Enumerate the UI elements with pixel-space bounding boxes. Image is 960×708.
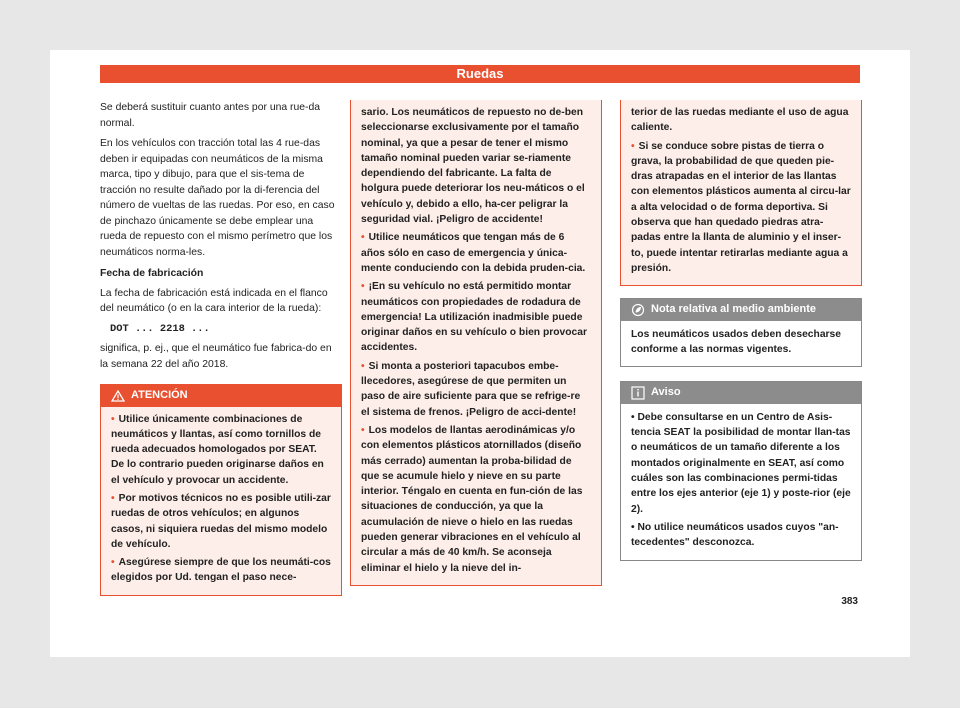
aviso-title: Aviso — [651, 386, 681, 399]
environment-note — [620, 298, 862, 367]
warning-icon — [111, 390, 125, 402]
paragraph: significa, p. ej., que el neumático fue fabrica-do en la semana 22 del año 2018. — [100, 343, 332, 370]
paragraph: Los neumáticos usados deben desecharse conforme a las normas vigentes. — [631, 328, 842, 356]
aviso-header — [621, 382, 861, 404]
list-item: • Utilice únicamente combinaciones de neumáticos y llantas, así como tornillos de rueda adecuados homologados por SEAT. De lo contrario pueden originarse daños en el vehículo y provocar un accidente. — [111, 413, 324, 486]
list-item: • Debe consultarse en un Centro de Asis-tencia SEAT la posibilidad de montar llan-tas o neumáticos de un tamaño diferente a los montados originalmente en SEAT, así como cuáles son las combinaciones permi-tidas entre los ejes anterior (eje 1) y poste-rior (eje 2). — [631, 411, 851, 515]
info-icon — [631, 386, 645, 400]
column-3 — [620, 100, 862, 561]
paragraph: sario. Los neumáticos de repuesto no de-ben seleccionarse exclusivamente por el tamaño nominal, ya que a pesar de tener el mismo tamaño nominal pueden variar se-riamente dependiendo del fabricante. La falta de holgura puede deteriorar los neu-máticos o el vehículo y, debido a ello, ha-cer peligrar la seguridad vial. ¡Peligro de accidente! — [361, 107, 585, 226]
column-2 — [350, 100, 602, 586]
paragraph: La fecha de fabricación está indicada en el flanco del neumático (o en la cara interior de la rueda): — [100, 287, 328, 314]
subheading: Fecha de fabricación — [100, 268, 204, 279]
list-item: • Asegúrese siempre de que los neumáti-cos elegidos por Ud. tengan el paso nece- — [111, 557, 331, 584]
section-header: Ruedas — [100, 65, 860, 83]
list-item: • Por motivos técnicos no es posible utili-zar ruedas de otros vehículos; en algunos casos, ni siquiera ruedas del mismo modelo de vehículo. — [111, 492, 331, 550]
aviso-body — [621, 404, 861, 560]
list-item: • Si se conduce sobre pistas de tierra o grava, la probabilidad de que queden pie-dras atrapadas en el interior de las llantas con elementos plásticos aumenta al circu-lar a alta velocidad o de forma deportiva. Si observa que han quedado piedras atra-padas entre la llanta de aluminio y el inser-to, puede intentar retirarlas mediante agua a presión. — [631, 140, 851, 274]
attention-box-continued-2 — [620, 100, 862, 286]
list-item: • ¡En su vehículo no está permitido montar neumáticos con propiedades de rodadura de emergencia! La utilización inadmisible puede originar daños en su vehículo o bien provocar accidentes. — [361, 281, 588, 354]
aviso-box — [620, 381, 862, 560]
list-item: • No utilice neumáticos usados cuyos "an-tecedentes" desconozca. — [631, 521, 839, 549]
environment-note-title: Nota relativa al medio ambiente — [651, 303, 817, 316]
paragraph: terior de las ruedas mediante el uso de agua caliente. — [631, 107, 849, 134]
list-item: • Los modelos de llantas aerodinámicas y/o con elementos plásticos atornillados (diseño más cerrado) aumentan la proba-bilidad de que se acumule hielo y nieve en su parte interior. Téngalo en cuenta en fun-ción de las situaciones de conducción, ya que la acumulación de nieve o hielo en las ruedas pueden generar vibraciones en el vehículo al circular a más de 40 km/h. Se aconseja eliminar el hielo y la nieve del in- — [361, 424, 583, 574]
environment-note-header — [621, 299, 861, 321]
attention-body — [101, 407, 341, 595]
attention-body — [351, 100, 601, 585]
dot-code: DOT ... 2218 ... — [110, 322, 210, 335]
attention-body — [621, 100, 861, 285]
attention-title: ATENCIÓN — [131, 389, 188, 401]
column-1 — [100, 100, 342, 596]
paragraph: En los vehículos con tracción total las 4 rue-das deben ir equipadas con neumáticos de la misma marca, tipo y dibujo, para que el sis-tema de tracción no resulte dañado por la di-ferencia del número de vueltas de las ruedas. Por eso, en caso de pinchazo únicamente se debe emplear una rueda de repuesto con el mismo perímetro que los neumáticos norma-les. — [100, 138, 335, 258]
page-number: 383 — [841, 596, 858, 607]
leaf-icon — [631, 303, 645, 317]
list-item: • Si monta a posteriori tapacubos embe-llecedores, asegúrese de que permiten un paso de aire suficiente para que se refrige-re el sistema de frenos. ¡Peligro de acci-dente! — [361, 360, 581, 418]
environment-note-body — [621, 321, 861, 367]
list-item: • Utilice neumáticos que tengan más de 6 años sólo en caso de emergencia y única-mente conduciendo con la debida pruden-cia. — [361, 232, 586, 274]
attention-box-continued — [350, 100, 602, 586]
paragraph: Se deberá sustituir cuanto antes por una rue-da normal. — [100, 102, 321, 129]
attention-box — [100, 384, 342, 596]
manual-page — [50, 50, 910, 657]
attention-header — [101, 385, 341, 407]
